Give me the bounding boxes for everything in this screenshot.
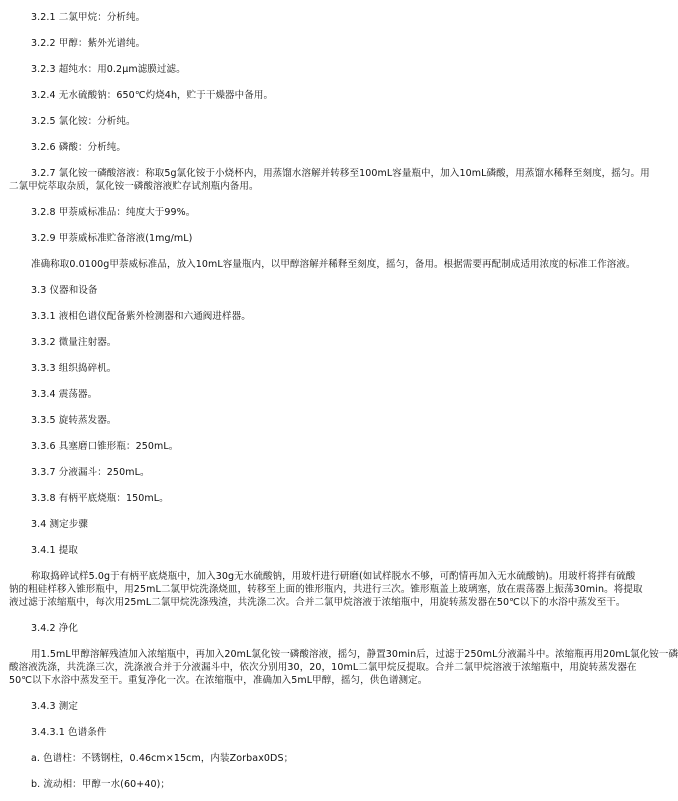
item-3-2-7-line-1: 3.2.7 氯化铵一磷酸溶液：称取5g氯化铵于小烧杯内，用蒸馏水溶解并转移至100mL容量瓶中，加入10mL磷酸，用蒸馏水稀释至刻度，摇匀。用 <box>31 168 650 179</box>
item-3-4-1-heading: 3.4.1 提取 <box>31 545 78 556</box>
item-3-4-2-line-1: 用1.5mL甲醇溶解残渣加入浓缩瓶中，再加入20mL氯化铵一磷酸溶液，摇匀，静置30min后，过滤于250mL分液漏斗中。浓缩瓶再用20mL氯化铵一磷 <box>31 649 678 660</box>
item-3-3-4: 3.3.4 震荡器。 <box>31 389 98 400</box>
item-3-2-8: 3.2.8 甲萘威标准品：纯度大于99%。 <box>31 207 196 218</box>
item-3-3-8: 3.3.8 有柄平底烧瓶：150mL。 <box>31 493 169 504</box>
item-3-3-6: 3.3.6 具塞磨口锥形瓶：250mL。 <box>31 441 179 452</box>
item-3-3-7: 3.3.7 分液漏斗：250mL。 <box>31 467 150 478</box>
item-b-mobile-phase: b. 流动相：甲醇一水(60+40)； <box>31 779 171 790</box>
item-3-4-2-heading: 3.4.2 净化 <box>31 623 78 634</box>
item-3-2-3: 3.2.3 超纯水：用0.2μm滤膜过滤。 <box>31 64 186 75</box>
item-3-2-9-paragraph: 准确称取0.0100g甲萘威标准品，放入10mL容量瓶内，以甲醇溶解并稀释至刻度，摇匀，备用。根据需要再配制成适用浓度的标准工作溶液。 <box>31 259 636 270</box>
item-3-2-5: 3.2.5 氯化铵：分析纯。 <box>31 116 136 127</box>
section-3-4-heading: 3.4 测定步骤 <box>31 519 88 530</box>
item-3-4-3-heading: 3.4.3 测定 <box>31 701 78 712</box>
item-3-3-3: 3.3.3 组织捣碎机。 <box>31 363 117 374</box>
item-3-3-2: 3.3.2 微量注射器。 <box>31 337 117 348</box>
section-3-3-heading: 3.3 仪器和设备 <box>31 285 98 296</box>
item-3-2-1: 3.2.1 二氯甲烷：分析纯。 <box>31 12 146 23</box>
item-3-2-2: 3.2.2 甲醇：紫外光谱纯。 <box>31 38 146 49</box>
item-3-4-1-line-3: 液过滤于浓缩瓶中，每次用25mL二氯甲烷洗涤残渣，共洗涤二次。合并二氯甲烷溶液于浓缩瓶中，用旋转蒸发器在50℃以下的水浴中蒸发至干。 <box>9 597 626 608</box>
item-3-4-2-line-3: 50℃以下水浴中蒸发至干。重复净化一次。在浓缩瓶中，准确加入5mL甲醇，摇匀，供色谱测定。 <box>9 675 428 686</box>
item-3-2-7-line-2: 二氯甲烷萃取杂质，氯化铵一磷酸溶液贮存试剂瓶内备用。 <box>9 181 259 192</box>
item-3-4-1-line-1: 称取捣碎试样5.0g于有柄平底烧瓶中，加入30g无水硫酸钠，用玻杆进行研磨(如试样脱水不够，可酌情再加入无水硫酸钠)。用玻杆将拌有硫酸 <box>31 571 636 582</box>
item-3-4-1-line-2: 钠的粗硅样移入锥形瓶中，用25mL二氯甲烷洗涤烧皿，转移至上面的锥形瓶内，共进行三次。锥形瓶盖上玻璃塞，放在震荡器上振荡30min。将提取 <box>9 584 643 595</box>
item-3-4-2-line-2: 酸溶液洗涤，共洗涤三次，洗涤液合并于分液漏斗中，依次分别用30，20，10mL二氯甲烷反提取。合并二氯甲烷溶液于浓缩瓶中，用旋转蒸发器在 <box>9 662 637 673</box>
item-3-2-6: 3.2.6 磷酸：分析纯。 <box>31 142 126 153</box>
item-3-3-1: 3.3.1 液相色谱仪配备紫外检测器和六通阀进样器。 <box>31 311 251 322</box>
item-3-4-3-1-heading: 3.4.3.1 色谱条件 <box>31 727 107 738</box>
item-3-2-9: 3.2.9 甲萘威标准贮备溶液(1mg/mL) <box>31 233 193 244</box>
item-3-3-5: 3.3.5 旋转蒸发器。 <box>31 415 117 426</box>
item-a-column: a. 色谱柱：不锈钢柱，0.46cm×15cm，内装Zorbax0DS； <box>31 753 294 764</box>
item-3-2-4: 3.2.4 无水硫酸钠：650℃灼烧4h，贮于干燥器中备用。 <box>31 90 274 101</box>
